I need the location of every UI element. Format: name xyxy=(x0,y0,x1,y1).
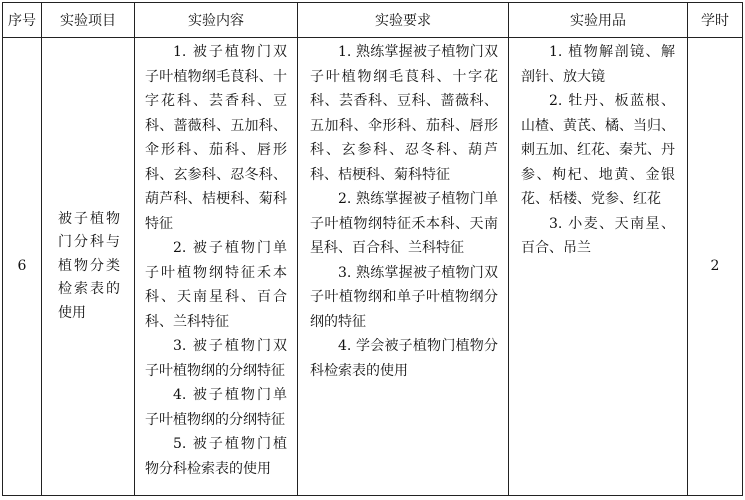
requirement-item: 2. 熟练掌握被子植物门单子叶植物纲特征禾本科、天南星科、百合科、兰科特征 xyxy=(310,191,498,256)
supply-item: 2. 牡丹、板蓝根、山楂、黄芪、橘、当归、刺五加、红花、秦艽、丹参、枸杞、地黄、金银花、栝楼、党参、红花 xyxy=(521,93,675,207)
requirement-item: 3. 熟练掌握被子植物门双子叶植物纲和单子叶植物纲分纲的特征 xyxy=(310,264,498,330)
table-row xyxy=(3,38,743,496)
header-row xyxy=(3,3,743,38)
supply-item: 1. 植物解剖镜、解剖针、放大镜 xyxy=(521,44,675,85)
header-requirements: 实验要求 xyxy=(298,3,509,38)
content-item: 3. 被子植物门双子叶植物纲的分纲特征 xyxy=(145,338,287,379)
cell-supplies xyxy=(509,38,688,496)
header-project: 实验项目 xyxy=(42,3,135,38)
cell-seq: 6 xyxy=(3,38,42,496)
content-item: 2. 被子植物门单子叶植物纲特征禾本科、天南星科、百合科、兰科特征 xyxy=(145,240,287,330)
cell-hours: 2 xyxy=(688,38,743,496)
supply-item: 3. 小麦、天南星、百合、吊兰 xyxy=(521,215,675,256)
content-item: 1. 被子植物门双子叶植物纲毛茛科、十字花科、芸香科、豆科、蔷薇科、五加科、伞形科、茄科、唇形科、玄参科、忍冬科、葫芦科、桔梗科、菊科特征 xyxy=(145,44,287,232)
cell-project xyxy=(42,38,135,496)
project-text: 被子植物门分科与植物分类检索表的使用 xyxy=(58,210,120,321)
requirement-item: 1. 熟练掌握被子植物门双子叶植物纲毛茛科、十字花科、芸香科、豆科、蔷薇科、五加科、伞形科、茄科、唇形科、玄参科、忍冬科、葫芦科、桔梗科、菊科特征 xyxy=(310,44,498,183)
header-hours: 学时 xyxy=(688,3,743,38)
header-seq: 序号 xyxy=(3,3,42,38)
experiment-table xyxy=(2,2,743,496)
header-supplies: 实验用品 xyxy=(509,3,688,38)
content-item: 4. 被子植物门单子叶植物纲的分纲特征 xyxy=(145,387,287,428)
header-content: 实验内容 xyxy=(135,3,298,38)
requirement-item: 4. 学会被子植物门植物分科检索表的使用 xyxy=(310,338,498,379)
cell-content xyxy=(135,38,298,496)
cell-requirements xyxy=(298,38,509,496)
content-item: 5. 被子植物门植物分科检索表的使用 xyxy=(145,436,287,477)
